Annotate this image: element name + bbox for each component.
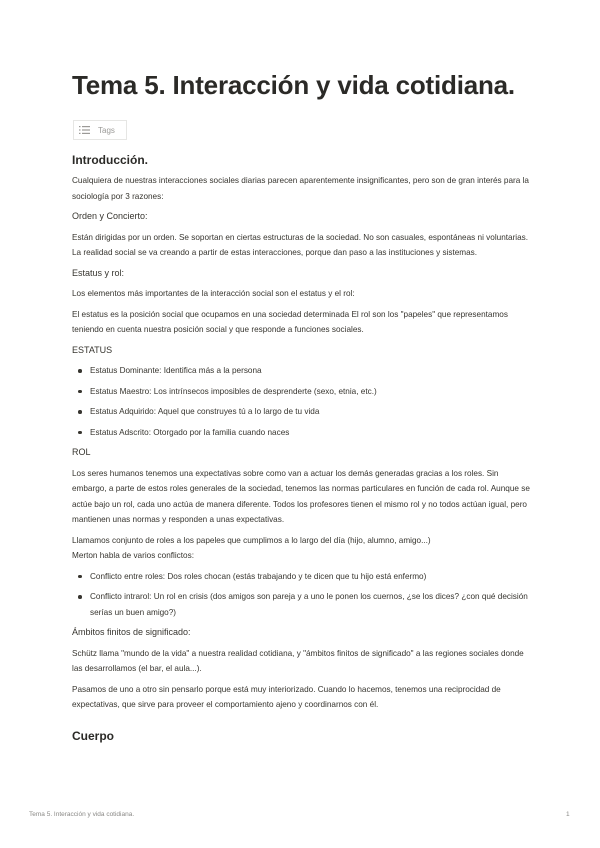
paragraph: Merton habla de varios conflictos: [72,551,194,560]
paragraph: Llamamos conjunto de roles a los papeles que cumplimos a lo largo del día (hijo, alumno, amigo...) [72,535,431,545]
bullet-icon [78,369,82,373]
list-item-text: Estatus Adscrito: Otorgado por la familia cuando naces [90,427,290,437]
heading-orden-concierto: Orden y Concierto: [72,211,148,221]
list-item [72,363,530,379]
list-item [72,404,530,420]
heading-ambitos: Ámbitos finitos de significado: [72,627,191,637]
heading-cuerpo: Cuerpo [72,728,114,743]
heading-estatus: ESTATUS [72,344,113,355]
list-item-text: Estatus Maestro: Los intrínsecos imposibles de desprenderte (sexo, etnia, etc.) [90,386,377,396]
paragraph: Cualquiera de nuestras interacciones sociales diarias parecen aparentemente insignificantes, pero son de gran interés para la sociología por 3 razones: [72,176,529,201]
bullet-icon [78,431,82,435]
list-item-text: Estatus Adquirido: Aquel que construyes tú a lo largo de tu vida [90,407,320,416]
paragraph: El estatus es la posición social que ocupamos en una sociedad determinada El rol son los "papeles" que representamos teniendo en cuenta nuestra posición social y que responde a funciones sociales. [72,309,508,334]
list-item [72,425,530,441]
paragraph: Schütz llama "mundo de la vida" a nuestra realidad cotidiana, y "ámbitos finitos de significado" a las regiones sociales donde las desarrollamos (el bar, el aula...). [72,648,524,673]
heading-estatus-rol: Estatus y rol: [72,267,125,278]
bullet-icon [78,595,82,599]
tags-property[interactable] [73,120,127,140]
heading-introduccion: Introducción. [72,153,148,167]
footer-title: Tema 5. Interacción y vida cotidiana. [29,811,135,818]
bullet-icon [78,410,82,414]
list-icon [79,125,91,135]
page-number: 1 [566,811,570,818]
conflict-list [72,569,530,621]
page-content [72,152,530,744]
heading-rol: ROL [72,447,91,457]
paragraph: Los seres humanos tenemos una expectativas sobre como van a actuar los demás generadas gracias a los roles. Sin embargo, a parte de estos roles generales de la sociedad, tenemos las normas particulares en función de cada rol. Aunque se actúe bajo un rol, cada uno actúa de manera diferente. Todos los profesores tienen el mismo rol y no todos actúan igual, pero mantienen unas normas y responden a unas expectativas. [72,468,530,524]
bullet-icon [78,390,82,394]
paragraph: Están dirigidas por un orden. Se soportan en ciertas estructuras de la sociedad. No son casuales, espontáneas ni voluntarias. La realidad social se va creando a partir de estas interacciones, porque dan paso a las instituciones y sistemas. [72,232,529,257]
list-item [72,569,530,585]
paragraph: Pasamos de uno a otro sin pensarlo porque está muy interiorizado. Cuando lo hacemos, tenemos una reciprocidad de expectativas, que sirve para proveer el comportamiento ajeno y coordinarnos con él. [72,684,501,709]
list-item [72,384,530,400]
paragraph: Los elementos más importantes de la interacción social son el estatus y el rol: [72,289,355,298]
page-title: Tema 5. Interacción y vida cotidiana. [72,70,515,100]
list-item-text: Conflicto entre roles: Dos roles chocan (estás trabajando y te dicen que tu hijo está enfermo) [90,571,427,581]
list-item-text: Conflicto intrarol: Un rol en crisis (dos amigos son pareja y a uno le ponen los cuernos, ¿se los dices? ¿con qué decisión serías un buen amigo?) [90,592,528,617]
tags-label: Tags [98,125,115,135]
bullet-icon [78,575,82,579]
estatus-list [72,363,530,440]
list-item-text: Estatus Dominante: Identifica más a la persona [90,366,262,375]
list-item [72,589,530,620]
